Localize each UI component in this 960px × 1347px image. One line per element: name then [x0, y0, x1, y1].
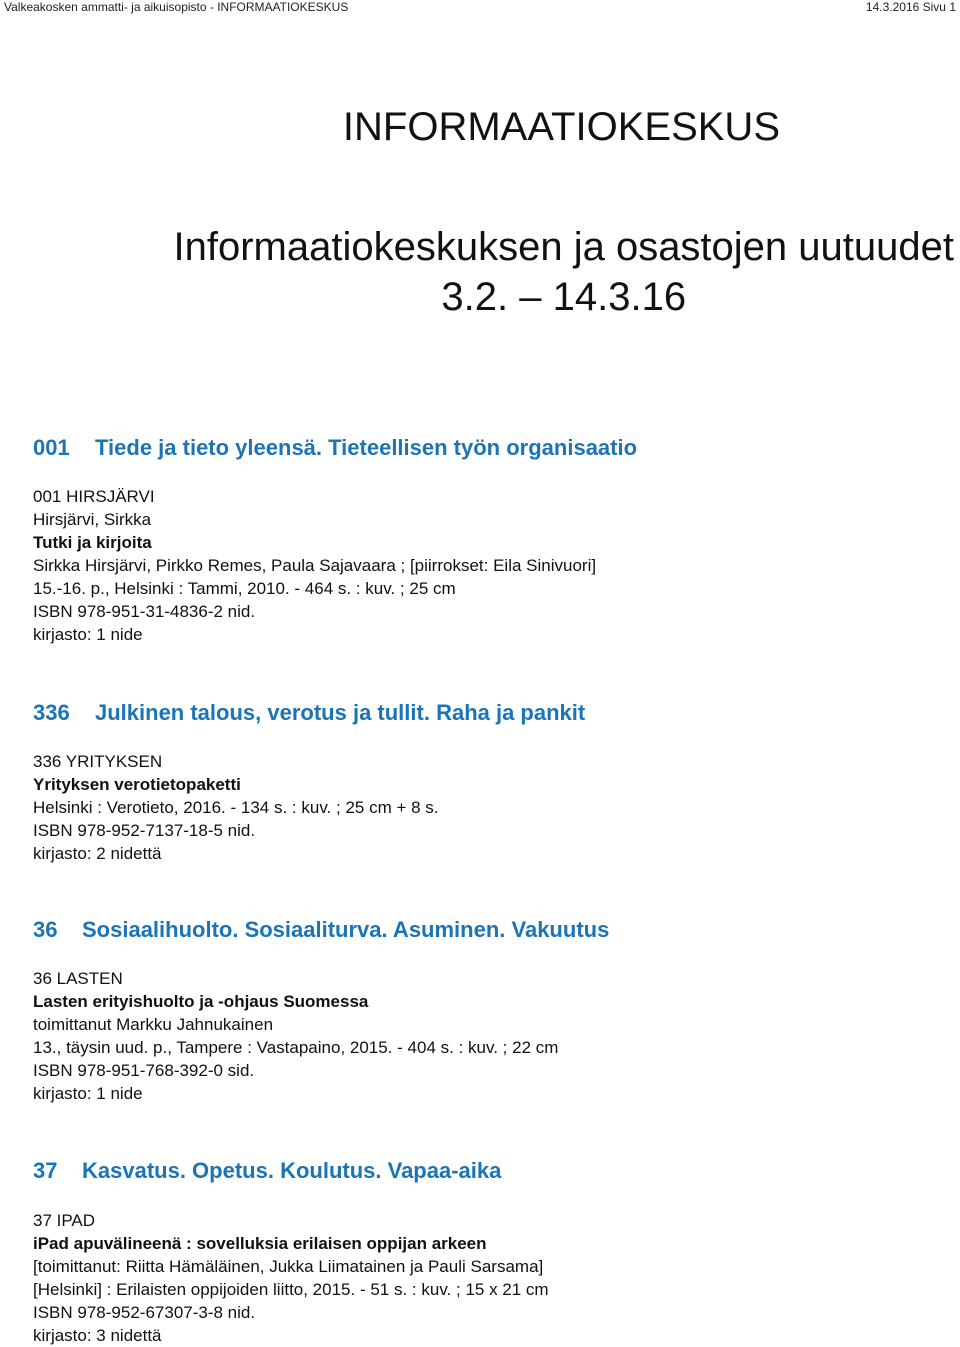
section-name: Tiede ja tieto yleensä. Tieteellisen työn organisaatio — [95, 435, 638, 460]
section-code: 36 — [33, 917, 58, 942]
entry-holdings: kirjasto: 1 nide — [33, 625, 143, 644]
section-heading-336 — [33, 699, 585, 727]
entry-isbn: ISBN 978-952-7137-18-5 nid. — [33, 821, 256, 840]
entry-shelf-mark: 37 IPAD — [33, 1211, 96, 1230]
entry-publication: 15.-16. p., Helsinki : Tammi, 2010. - 464 s. : kuv. ; 25 cm — [33, 579, 456, 598]
header-date-page: 14.3.2016 Sivu 1 — [865, 0, 956, 14]
section-code: 001 — [33, 435, 70, 460]
entry-title: Tutki ja kirjoita — [33, 533, 152, 552]
entry-isbn: ISBN 978-952-67307-3-8 nid. — [33, 1303, 256, 1322]
page-subtitle — [174, 222, 955, 322]
entry-shelf-mark: 36 LASTEN — [33, 969, 123, 988]
subtitle-date-range: 3.2. – 14.3.16 — [441, 275, 687, 319]
entry-shelf-mark: 001 HIRSJÄRVI — [33, 487, 155, 506]
section-code: 37 — [33, 1158, 58, 1183]
section-heading-36 — [33, 916, 609, 944]
entry-contributors: Sirkka Hirsjärvi, Pirkko Remes, Paula Sajavaara ; [piirrokset: Eila Sinivuori] — [33, 556, 597, 575]
subtitle-line: Informaatiokeskuksen ja osastojen uutuudet — [173, 225, 954, 269]
entry-author: Hirsjärvi, Sirkka — [33, 510, 152, 529]
section-name: Sosiaalihuolto. Sosiaaliturva. Asuminen. Vakuutus — [82, 917, 610, 942]
entry-holdings: kirjasto: 1 nide — [33, 1084, 143, 1103]
entry-contributors: toimittanut Markku Jahnukainen — [33, 1015, 274, 1034]
entry-isbn: ISBN 978-951-31-4836-2 nid. — [33, 602, 256, 621]
section-code: 336 — [33, 700, 70, 725]
entry-title: Lasten erityishuolto ja -ohjaus Suomessa — [33, 992, 369, 1011]
section-heading-37 — [33, 1157, 501, 1185]
page-title: INFORMAATIOKESKUS — [342, 105, 780, 149]
catalog-entry — [33, 750, 439, 865]
entry-isbn: ISBN 978-951-768-392-0 sid. — [33, 1061, 255, 1080]
entry-holdings: kirjasto: 2 nidettä — [33, 844, 162, 863]
entry-title: Yrityksen verotietopaketti — [33, 775, 241, 794]
entry-contributors: [toimittanut: Riitta Hämäläinen, Jukka Liimatainen ja Pauli Sarsama] — [33, 1257, 544, 1276]
section-heading-001 — [33, 434, 637, 462]
entry-publication: Helsinki : Verotieto, 2016. - 134 s. : kuv. ; 25 cm + 8 s. — [33, 798, 439, 817]
catalog-entry — [33, 485, 596, 646]
catalog-entry — [33, 1209, 549, 1347]
entry-shelf-mark: 336 YRITYKSEN — [33, 752, 163, 771]
entry-title: iPad apuvälineenä : sovelluksia erilaisen oppijan arkeen — [33, 1234, 487, 1253]
section-name: Kasvatus. Opetus. Koulutus. Vapaa-aika — [82, 1158, 502, 1183]
catalog-entry — [33, 967, 558, 1105]
entry-holdings: kirjasto: 3 nidettä — [33, 1326, 162, 1345]
header-source: Valkeakosken ammatti- ja aikuisopisto - INFORMAATIOKESKUS — [4, 0, 349, 14]
page-header — [0, 0, 960, 14]
entry-publication: [Helsinki] : Erilaisten oppijoiden liitto, 2015. - 51 s. : kuv. ; 15 x 21 cm — [33, 1280, 549, 1299]
entry-publication: 13., täysin uud. p., Tampere : Vastapaino, 2015. - 404 s. : kuv. ; 22 cm — [33, 1038, 559, 1057]
section-name: Julkinen talous, verotus ja tullit. Raha ja pankit — [95, 700, 586, 725]
